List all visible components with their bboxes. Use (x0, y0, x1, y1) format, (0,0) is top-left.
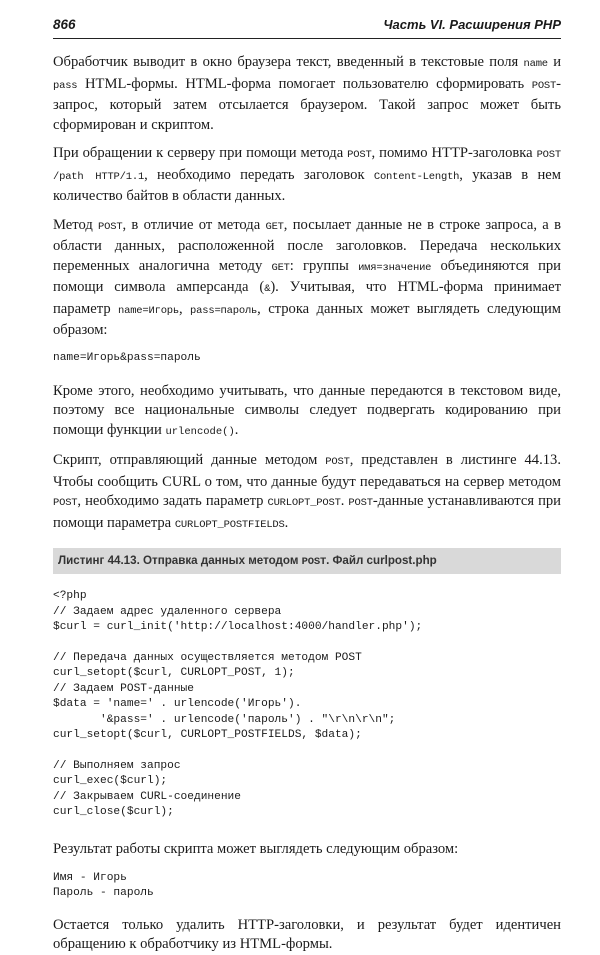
paragraph-post-headers: При обращении к серверу при помощи метода POST, помимо HTTP-заголовка POST /path HTTP/1.1, необходимо передать заголовок Content-Length, указав в нем количество байтов в области данных. (53, 145, 561, 204)
book-page (53, 14, 561, 955)
page-header (53, 14, 561, 39)
result-output-example: Имя - Игорь Пароль - пароль (53, 872, 154, 900)
data-string-example: name=Игорь&pass=пароль (53, 351, 201, 364)
paragraph-handler-output: Обработчик выводит в окно браузера текст, введенный в текстовые поля name и pass HTML-формы. HTML-форма помогает пользователю сформировать POST-запрос, который затем отсылается браузером. Такой запрос может быть сформирован и скриптом. (53, 54, 562, 133)
paragraph-urlencode: Кроме этого, необходимо учитывать, что данные передаются в текстовом виде, поэтому все национальные символы следует подвергать кодированию при помощи функции urlencode(). (53, 382, 561, 438)
listing-title: Листинг 44.13. Отправка данных методом POST. Файл curlpost.php (53, 548, 561, 574)
listing-code: <?php // Задаем адрес удаленного сервера $curl = curl_init('http://localhost:4000/handler.php'); // Передача данных осуществляется методом POST curl_setopt($curl, CURLOPT_POST, 1); // Задаем POST-данные $data = 'name=' . urlencode('Игорь'). '&pass=' . urlencode('пароль') . "\r\n\r\n"; curl_setopt($curl, CURLOPT_POSTFIELDS, $data); // Выполняем запрос curl_exec($curl); // Закрываем CURL-соединение curl_close($curl); (53, 590, 423, 819)
paragraph-conclusion: Остается только удалить HTTP-заголовки, и результат будет идентичен обращению к обработчику из HTML-формы. (53, 916, 561, 953)
page-number: 866 (53, 17, 76, 32)
paragraph-result-intro: Результат работы скрипта может выглядеть следующим образом: (53, 840, 459, 857)
paragraph-post-vs-get: Метод POST, в отличие от метода GET, посылает данные не в строке запроса, а в области данных, расположенной после заголовков. Передача нескольких переменных аналогична методу GET: группы имя=значение объединяются при помощи символа амперсанда (&). Учитывая, что HTML-форма принимает параметр name=Игорь, pass=пароль, строка данных может выглядеть следующим образом: (53, 216, 562, 338)
chapter-title: Часть VI. Расширения PHP (383, 17, 561, 32)
paragraph-script-description: Скрипт, отправляющий данные методом POST, представлен в листинге 44.13. Чтобы сообщить CURL о том, что данные будут передаваться на сервер методом POST, необходимо задать параметр CURLOPT_POST. POST-данные устанавливаются при помощи параметра CURLOPT_POSTFIELDS. (53, 452, 561, 531)
